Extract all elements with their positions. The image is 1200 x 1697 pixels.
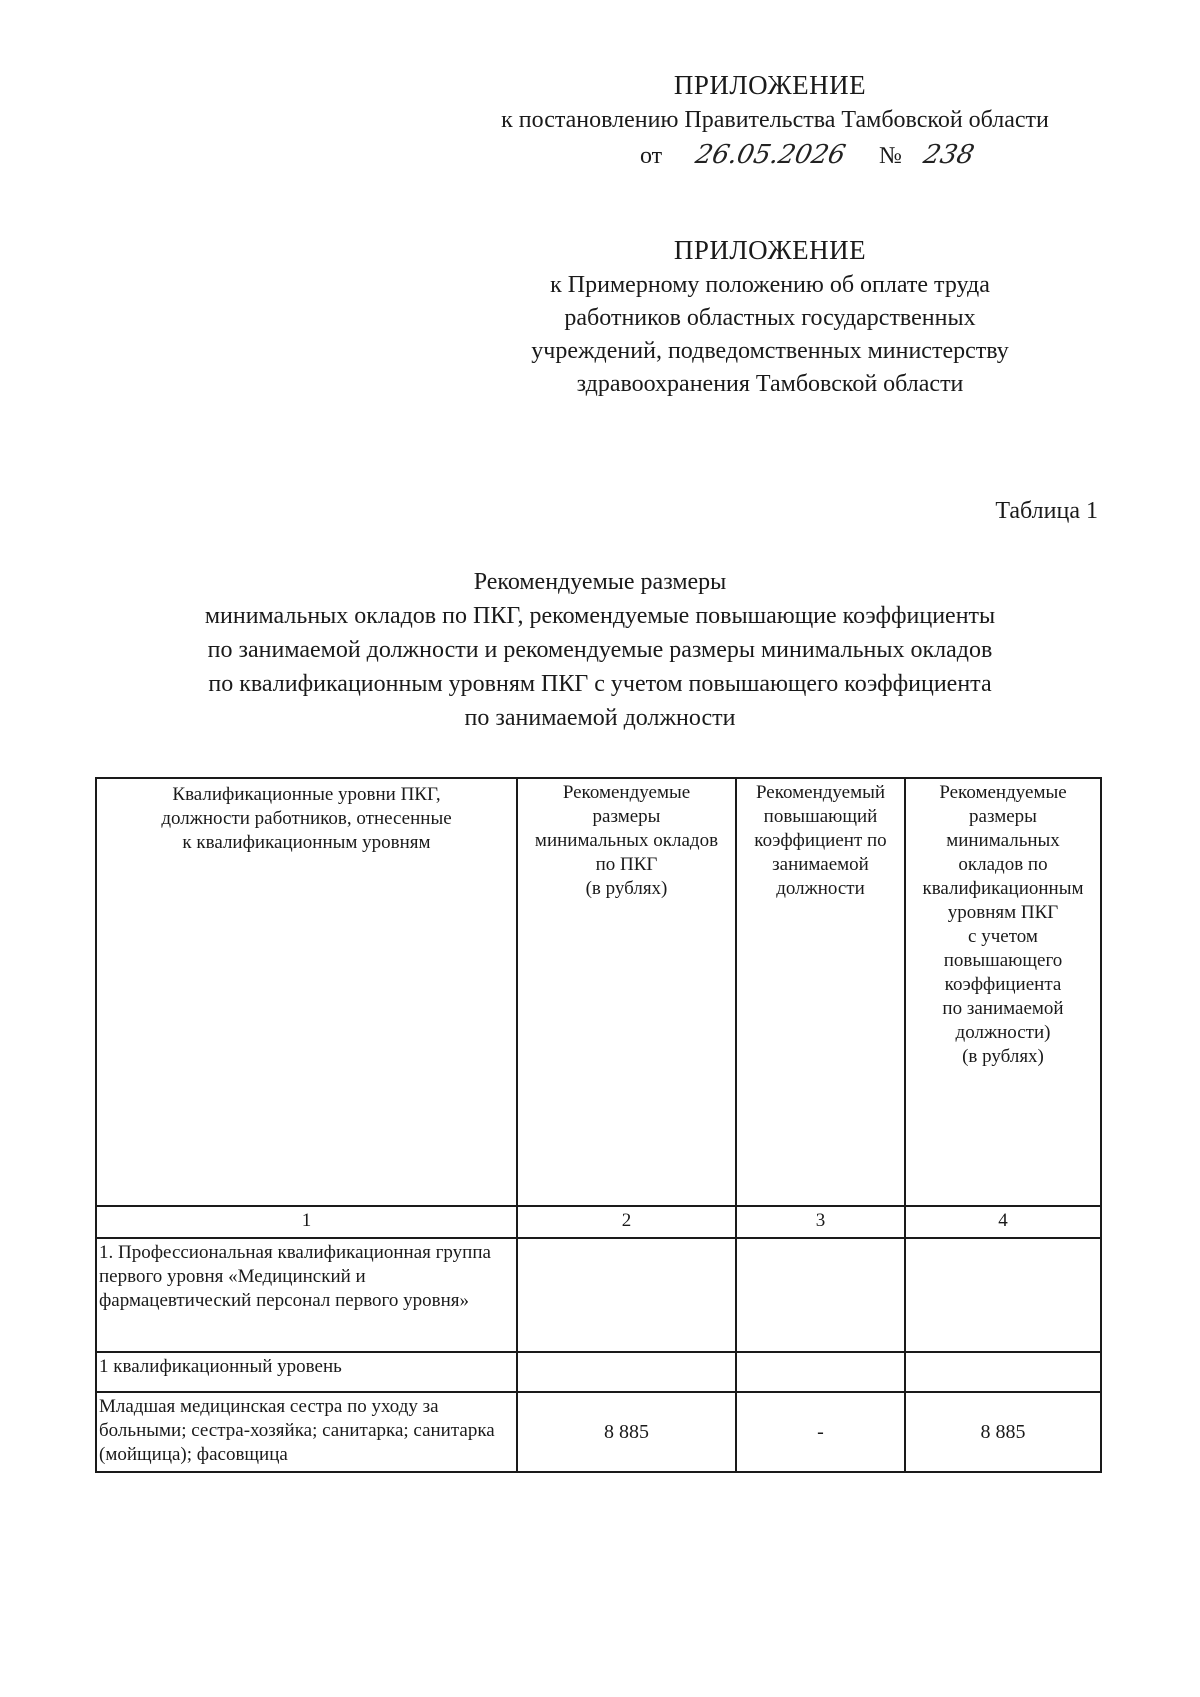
appendix-2-line: работников областных государственных: [564, 305, 976, 331]
table-label: Таблица 1: [995, 498, 1098, 524]
header-line: должности работников, отнесенные: [161, 808, 452, 829]
table-row: [96, 1352, 1101, 1392]
table-caption: [95, 565, 1105, 735]
caption-line: Рекомендуемые размеры: [473, 569, 727, 595]
row-total: [905, 1238, 1101, 1352]
appendix-2-line: к Примерному положению об оплате труда: [550, 272, 990, 298]
header-line: должности): [955, 1022, 1051, 1043]
column-number: 1: [96, 1206, 517, 1238]
header-line: к квалификационным уровням: [182, 832, 431, 853]
caption-line: по квалификационным уровням ПКГ с учетом повышающего коэффициента: [208, 671, 992, 697]
column-number: 2: [517, 1206, 736, 1238]
appendix-2-line: здравоохранения Тамбовской области: [576, 371, 964, 397]
header-line: (в рублях): [962, 1046, 1044, 1067]
caption-line: по занимаемой должности: [464, 705, 736, 731]
row-coefficient: -: [736, 1392, 905, 1472]
row-name: 1. Профессиональная квалификационная группа первого уровня «Медицинский и фармацевтический персонал первого уровня»: [96, 1238, 517, 1352]
appendix-reference: к постановлению Правительства Тамбовской области: [501, 107, 1049, 133]
row-name: 1 квалификационный уровень: [96, 1352, 517, 1392]
handwritten-date: 26.05.2026: [692, 140, 849, 170]
header-line: размеры: [969, 806, 1037, 827]
header-line: коэффициент по: [754, 830, 887, 851]
row-name: Младшая медицинская сестра по уходу за больными; сестра-хозяйка; санитарка; санитарка (мойщица); фасовщица: [96, 1392, 517, 1472]
row-coefficient: [736, 1352, 905, 1392]
row-salary: 8 885: [517, 1392, 736, 1472]
header-line: Рекомендуемые: [939, 782, 1067, 803]
row-salary: [517, 1238, 736, 1352]
appendix-2-title: ПРИЛОЖЕНИЕ: [673, 235, 867, 265]
header-line: с учетом: [968, 926, 1038, 947]
header-line: размеры: [592, 806, 661, 827]
header-line: минимальных окладов: [534, 830, 719, 851]
column-number: 3: [736, 1206, 905, 1238]
number-prefix: №: [879, 143, 902, 169]
header-line: Рекомендуемый: [755, 782, 886, 803]
header-line: окладов по: [958, 854, 1048, 875]
date-prefix: от: [640, 143, 663, 169]
salary-table: [95, 777, 1102, 1473]
header-cell-levels: [96, 778, 517, 1206]
header-cell-total: [905, 778, 1101, 1206]
column-number-row: [96, 1206, 1101, 1238]
appendix-title: ПРИЛОЖЕНИЕ: [673, 70, 867, 100]
header-line: по ПКГ: [595, 854, 658, 875]
table-row: [96, 1238, 1101, 1352]
header-line: уровням ПКГ: [947, 902, 1059, 923]
header-line: коэффициента: [944, 974, 1062, 995]
row-total: 8 885: [905, 1392, 1101, 1472]
header-cell-salary: [517, 778, 736, 1206]
header-line: повышающего: [943, 950, 1063, 971]
header-line: повышающий: [763, 806, 878, 827]
header-line: должности: [776, 878, 865, 899]
header-cell-coefficient: [736, 778, 905, 1206]
appendix-2-line: учреждений, подведомственных министерству: [531, 338, 1009, 364]
column-number: 4: [905, 1206, 1101, 1238]
caption-line: минимальных окладов по ПКГ, рекомендуемые повышающие коэффициенты: [204, 603, 996, 629]
header-line: минимальных: [946, 830, 1060, 851]
row-total: [905, 1352, 1101, 1392]
row-salary: [517, 1352, 736, 1392]
header-line: квалификационным: [922, 878, 1084, 899]
header-line: занимаемой: [772, 854, 869, 875]
row-coefficient: [736, 1238, 905, 1352]
header-line: Рекомендуемые: [562, 782, 691, 803]
header-line: по занимаемой: [942, 998, 1064, 1019]
appendix-2-block: [480, 234, 1060, 401]
table-header-row: [96, 778, 1101, 1206]
handwritten-number: 238: [920, 140, 977, 170]
header-line: Квалификационные уровни ПКГ,: [172, 784, 441, 805]
table-row: [96, 1392, 1101, 1472]
header-line: (в рублях): [585, 878, 668, 899]
decree-date-number: [640, 140, 977, 170]
caption-line: по занимаемой должности и рекомендуемые размеры минимальных окладов: [207, 637, 993, 663]
